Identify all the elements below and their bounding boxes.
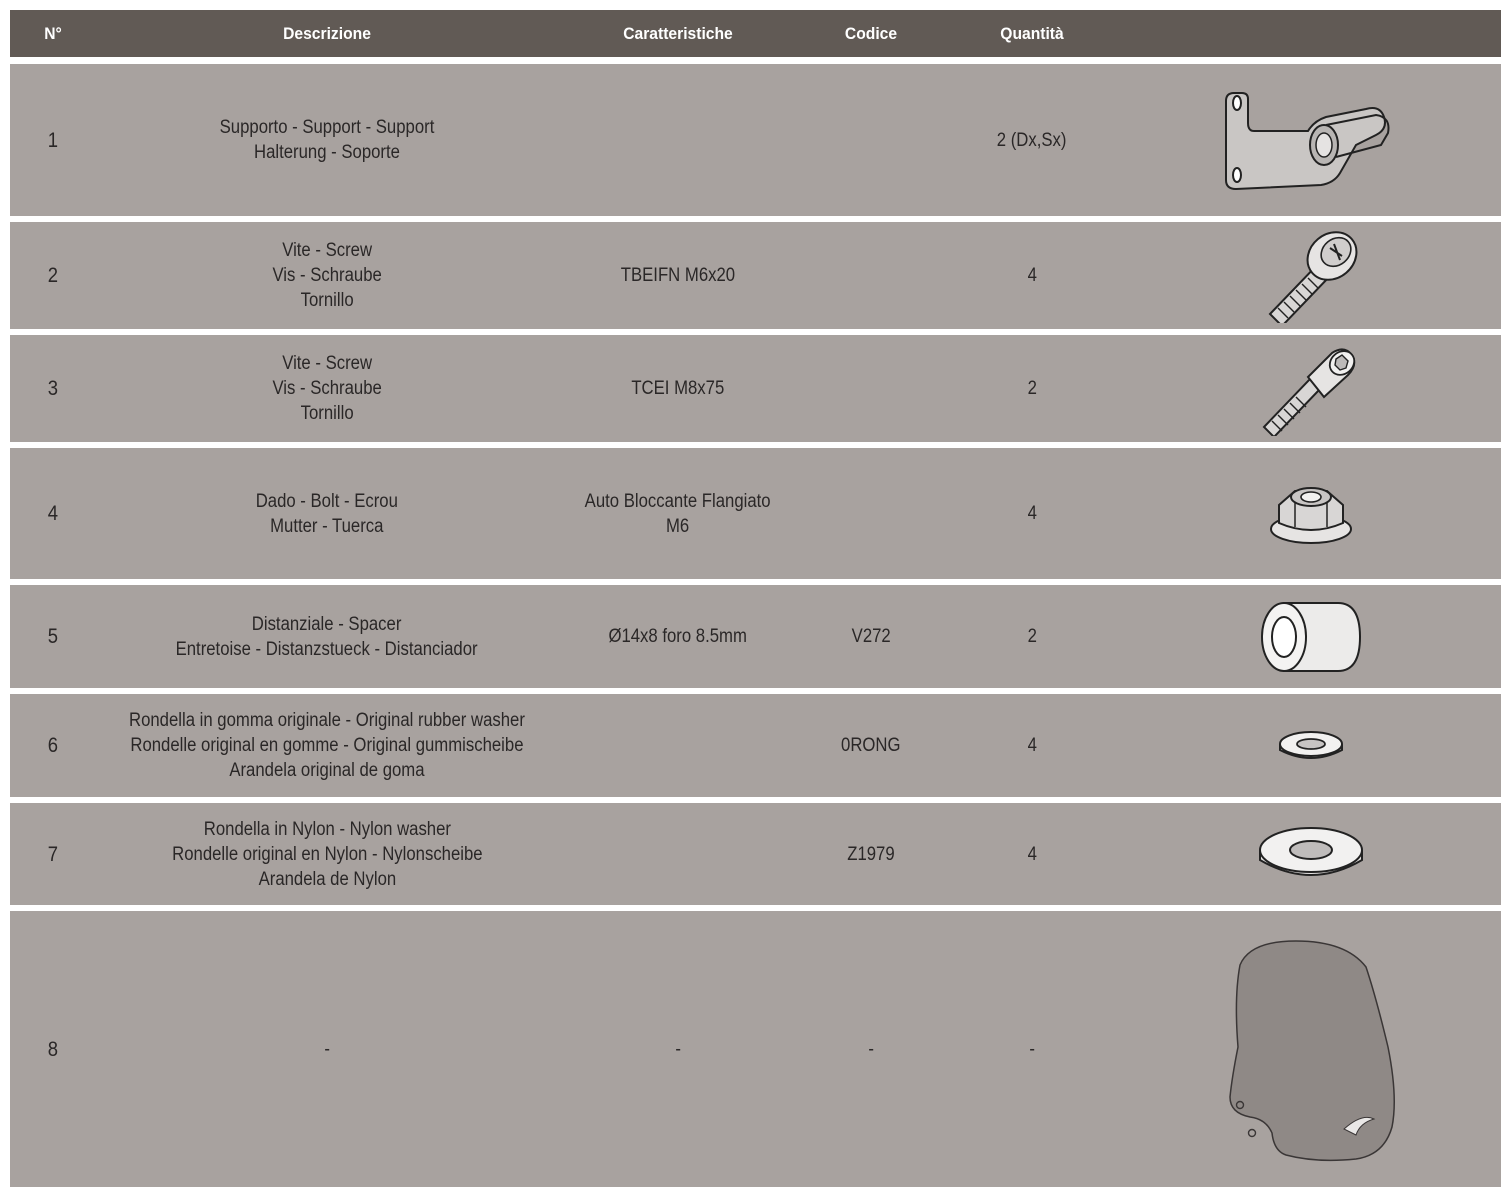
row-code: Z1979 [847,843,895,865]
flange-screw-icon [1256,228,1366,323]
flange-nut-icon [1261,479,1361,549]
header-description: Descrizione [283,24,371,43]
row-number: 6 [47,734,59,757]
table-row [10,694,1501,797]
row-code: - [868,1038,874,1060]
bracket-icon [1216,85,1406,195]
row-quantity: 4 [1027,265,1037,286]
row-code: V272 [851,626,891,647]
row-description: - [324,1038,330,1060]
rubber-washer-icon [1276,726,1346,766]
nylon-washer-icon [1256,822,1366,886]
row-description: Vite - Screw Vis - Schraube Tornillo [272,353,382,424]
table-row [10,448,1501,579]
row-description: Rondella in gomma originale - Original rubber washer Rondelle original en gomme - Original gummischeibe Arandela original de goma [129,710,525,781]
row-code: 0RONG [841,735,901,756]
row-number: 4 [47,502,59,525]
row-number: 7 [47,842,59,866]
row-description: Dado - Bolt - Ecrou Mutter - Tuerca [255,490,399,537]
table-row [10,64,1501,216]
row-description: Rondella in Nylon - Nylon washer Rondelle original en Nylon - Nylonscheibe Arandela de Nylon [171,818,483,890]
header-quantity: Quantità [1000,24,1064,43]
table-row [10,803,1501,905]
windscreen-icon [1216,937,1406,1162]
row-number: 2 [47,264,59,287]
row-quantity: - [1029,1038,1035,1060]
row-quantity: 2 [1027,626,1037,647]
row-quantity: 4 [1027,843,1037,865]
table-row [10,335,1501,442]
row-number: 3 [47,377,59,400]
spacer-icon [1256,597,1366,677]
table-row [10,585,1501,688]
row-number: 5 [47,625,59,648]
table-header [10,10,1501,57]
header-code: Codice [844,24,898,43]
row-description: Vite - Screw Vis - Schraube Tornillo [272,240,382,311]
row-description: Distanziale - Spacer Entretoise - Distanzstueck - Distanciador [175,613,479,660]
row-quantity: 2 (Dx,Sx) [997,129,1067,151]
row-number: 1 [47,128,59,152]
row-features: Ø14x8 foro 8.5mm [608,626,748,647]
row-description: Supporto - Support - Support Halterung - Soporte [219,117,435,163]
table-row [10,222,1501,329]
row-quantity: 4 [1027,503,1037,524]
row-features: Auto Bloccante Flangiato M6 [585,490,771,537]
header-features: Caratteristiche [623,24,733,43]
socket-screw-icon [1256,341,1366,436]
row-features: - [675,1038,681,1060]
row-features: TCEI M8x75 [631,378,725,399]
header-number: N° [44,24,62,43]
row-quantity: 2 [1027,378,1037,399]
row-quantity: 4 [1027,735,1037,756]
table-row [10,911,1501,1187]
row-number: 8 [47,1037,59,1061]
row-features: TBEIFN M6x20 [620,265,736,286]
